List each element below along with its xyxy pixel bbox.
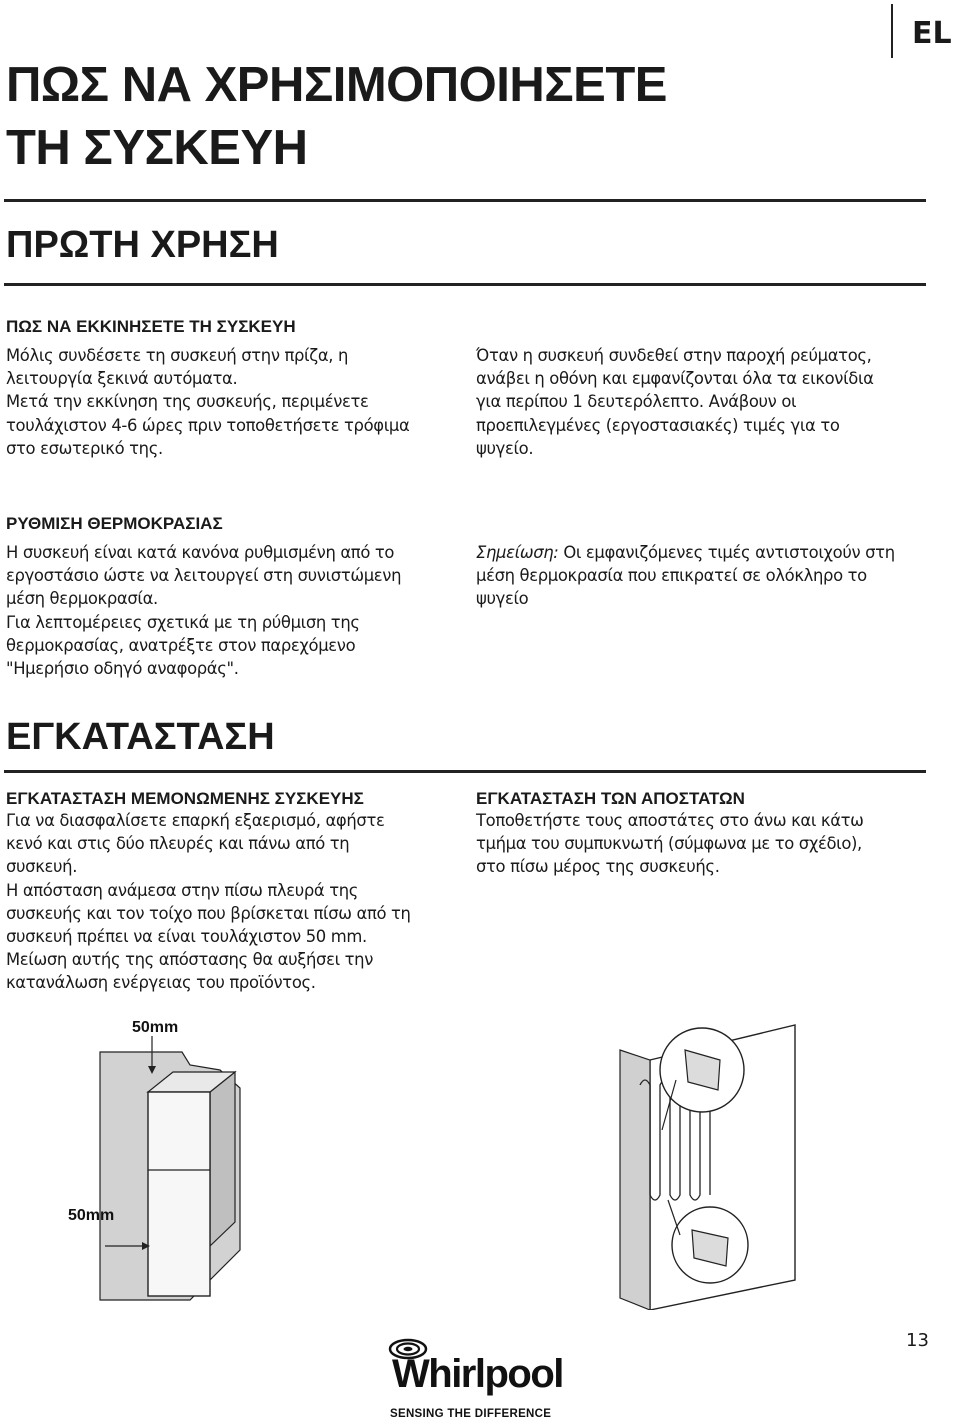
spacer-diagram (590, 1010, 810, 1310)
brand-name: Whirlpool (392, 1352, 563, 1396)
temperature-heading: ΡΥΘΜΙΣΗ ΘΕΡΜΟΚΡΑΣΙΑΣ (6, 514, 223, 533)
temperature-note (476, 541, 946, 611)
top-clearance-label: 50mm (132, 1019, 179, 1036)
start-heading: ΠΩΣ ΝΑ ΕΚΚΙΝΗΣΕΤΕ ΤΗ ΣΥΣΚΕΥΗ (6, 317, 296, 336)
fridge-front (148, 1092, 210, 1296)
page-number: 13 (906, 1330, 929, 1351)
standalone-text: Για να διασφαλίσετε επαρκή εξαερισμό, αφήστε κενό και στις δύο πλευρές και πάνω από τη συσκευή. Η απόσταση ανάμεσα στην πίσω πλευρά της συσκευής και τον τοίχο που βρίσκεται πίσω από τη συσκευή πρέπει να είναι τουλάχιστον 50 mm. Μείωση αυτής της απόστασης θα αυξήσει την κατανάλωση ενέργειας του προϊόντος. (6, 811, 411, 993)
spacers-heading: ΕΓΚΑΤΑΣΤΑΣΗ ΤΩΝ ΑΠΟΣΤΑΤΩΝ (476, 789, 745, 808)
installation-rule (4, 770, 926, 773)
title-rule (4, 199, 926, 202)
start-right-text: Όταν η συσκευή συνδεθεί στην παροχή ρεύματος, ανάβει η οθόνη και εμφανίζονται όλα τα εικονίδια για περίπου 1 δευτερόλεπτο. Ανάβουν οι προεπιλεγμένες (εργοστασιακές) τιμές για το ψυγείο. (476, 346, 874, 458)
side-clearance-label: 50mm (68, 1207, 115, 1224)
first-use-rule (4, 283, 926, 286)
fridge-side (210, 1072, 235, 1246)
page-title-line1: ΠΩΣ ΝΑ ΧΡΗΣΙΜΟΠΟΙΗΣΕΤΕ (6, 58, 667, 112)
temperature-left-text: Η συσκευή είναι κατά κανόνα ρυθμισμένη από το εργοστάσιο ώστε να λειτουργεί στη συνιστώμενη μέση θερμοκρασία. Για λεπτομέρειες σχετικά με τη ρύθμιση της θερμοκρασίας, ανατρέξτε στον παρεχόμενο "Ημερήσιο οδηγό αναφοράς". (6, 543, 402, 679)
header-divider (891, 4, 893, 58)
page-title-line2: ΤΗ ΣΥΣΚΕΥΗ (6, 121, 308, 175)
language-tag: EL (912, 16, 952, 51)
note-text: Οι εμφανιζόμενες τιμές αντιστοιχούν στη μέση θερμοκρασία που επικρατεί σε ολόκληρο το ψυγείο (476, 543, 895, 609)
appliance-side (620, 1050, 650, 1310)
installation-title: ΕΓΚΑΤΑΣΤΑΣΗ (6, 716, 275, 758)
brand-logo (380, 1338, 563, 1425)
start-left-text: Μόλις συνδέσετε τη συσκευή στην πρίζα, η λειτουργία ξεκινά αυτόματα. Μετά την εκκίνηση της συσκευής, περιμένετε τουλάχιστον 4-6 ώρες πριν τοποθετήσετε τρόφιμα στο εσωτερικό της. (6, 346, 410, 458)
note-label: Σημείωση: (476, 543, 559, 562)
clearance-diagram (60, 1010, 250, 1310)
first-use-title: ΠΡΩΤΗ ΧΡΗΣΗ (6, 224, 279, 266)
standalone-heading: ΕΓΚΑΤΑΣΤΑΣΗ ΜΕΜΟΝΩΜΕΝΗΣ ΣΥΣΚΕΥΗΣ (6, 789, 364, 808)
spacers-text: Τοποθετήστε τους αποστάτες στο άνω και κάτω τμήμα του συμπυκνωτή (σύμφωνα με το σχέδιο), στο πίσω μέρος της συσκευής. (476, 811, 864, 877)
page-title (6, 54, 667, 180)
brand-tagline: SENSING THE DIFFERENCE (390, 1408, 552, 1420)
